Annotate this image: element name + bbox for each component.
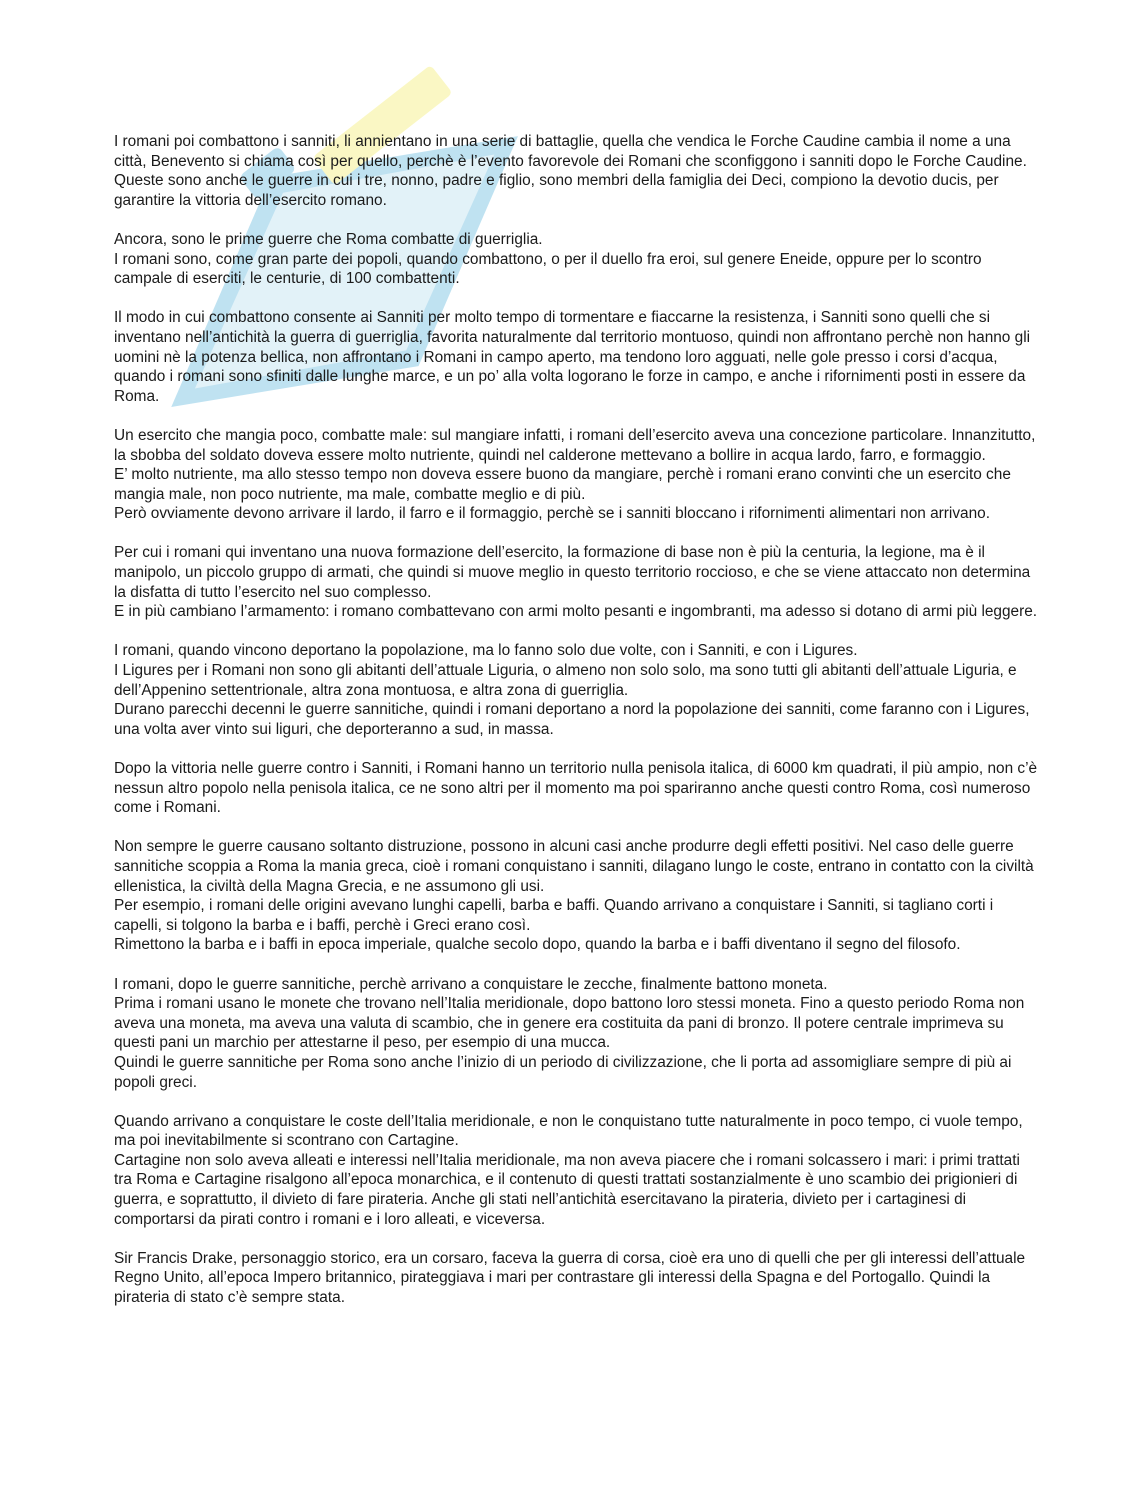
paragraph: I romani, dopo le guerre sannitiche, perchè arrivano a conquistare le zecche, finalmente battono moneta. Prima i romani usano le monete che trovano nell’Italia meridionale, dopo battono loro stessi moneta. Fino a questo periodo Roma non aveva una moneta, ma aveva una valuta di scambio, che in genere era costituita da pani di bronzo. Il potere centrale imprimeva su questi pani un marchio per attestarne il peso, per esempio di una mucca. Quindi le guerre sannitiche per Roma sono anche l’inizio di un periodo di civilizzazione, che li porta ad assomigliare sempre di più ai popoli greci. bbox=[114, 975, 1025, 1091]
paragraph: Quando arrivano a conquistare le coste dell’Italia meridionale, e non le conquistano tutte naturalmente in poco tempo, ci vuole tempo, ma poi inevitabilmente si scontrano con Cartagine. Cartagine non solo aveva alleati e interessi nell’Italia meridionale, ma non aveva piacere che i romani solcassero i mari: i primi trattati tra Roma e Cartagine risalgono all’epoca monarchica, e il contenuto di questi trattati sostanzialmente è uno scambio dei prigionieri di guerra, e soprattutto, il divieto di fare pirateria. Anche gli stati nell’antichità esercitavano la pirateria, divieto per i cartaginesi di comportarsi da pirati contro i romani e i loro alleati, e viceversa. bbox=[114, 1112, 1023, 1228]
paragraph: Per cui i romani qui inventano una nuova formazione dell’esercito, la formazione di base non è più la centuria, la legione, ma è il manipolo, un piccolo gruppo di armati, che quindi si muove meglio in questo territorio roccioso, e che se viene attaccato non determina la disfatta di tutto l’esercito nel suo complesso. E in più cambiano l’armamento: i romano combattevano con armi molto pesanti e ingombranti, ma adesso si dotano di armi più leggere. bbox=[114, 544, 1038, 621]
paragraph: Non sempre le guerre causano soltanto distruzione, possono in alcuni casi anche produrre degli effetti positivi. Nel caso delle guerre sannitiche scoppia a Roma la mania greca, cioè i romani conquistano i sanniti, dilagano lungo le coste, entrano in contatto con la civiltà ellenistica, la civiltà della Magna Grecia, e ne assumono gli usi. Per esempio, i romani delle origini avevano lunghi capelli, barba e baffi. Quando arrivano a conquistare i Sanniti, si tagliano corti i capelli, si tolgono la barba e i baffi, perchè i Greci erano così. Rimettono la barba e i baffi in epoca imperiale, qualche secolo dopo, quando la barba e i baffi diventano il segno del filosofo. bbox=[114, 838, 1034, 954]
paragraph: Ancora, sono le prime guerre che Roma combatte di guerriglia. I romani sono, come gran parte dei popoli, quando combattono, o per il duello fra eroi, sul genere Eneide, oppure per lo scontro campale di eserciti, le centurie, di 100 combattenti. bbox=[114, 230, 982, 288]
paragraph: Un esercito che mangia poco, combatte male: sul mangiare infatti, i romani dell’esercito aveva una concezione particolare. Innanzitutto, la sbobba del soldato doveva essere molto nutriente, quindi nel calderone mettevano a bollire in acqua lardo, farro, e formaggio. E’ molto nutriente, ma allo stesso tempo non doveva essere buono da mangiare, perchè i romani erano convinti che un esercito che mangia male, non poco nutriente, ma male, combatte meglio e di più. Però ovviamente devono arrivare il lardo, il farro e il formaggio, perchè se i sanniti bloccano i rifornimenti alimentari non arrivano. bbox=[114, 426, 1036, 523]
paragraph: Il modo in cui combattono consente ai Sanniti per molto tempo di tormentare e fiaccarne la resistenza, i Sanniti sono quelli che si inventano nell’antichità la guerra di guerriglia, favorita naturalmente dal territorio montuoso, quindi non affrontano perchè non hanno gli uomini nè la potenza bellica, non affrontano i Romani in campo aperto, ma tendono loro agguati, nelle gole presso i corsi d’acqua, quando i romani sono sfiniti dalle lunghe marce, e un po’ alla volta logorano le forze in campo, e anche i rifornimenti posti in essere da Roma. bbox=[114, 309, 1031, 405]
paragraph: I romani, quando vincono deportano la popolazione, ma lo fanno solo due volte, con i Sanniti, e con i Ligures. I Ligures per i Romani non sono gli abitanti dell’attuale Liguria, o almeno non solo solo, ma sono tutti gli abitanti dell’attuale Liguria, e dell’Appenino settentrionale, altra zona montuosa, e altra zona di guerriglia. Durano parecchi decenni le guerre sannitiche, quindi i romani deportano a nord la popolazione dei sanniti, come faranno con i Ligures, una volta aver vinto sui liguri, che deporteranno a sud, in massa. bbox=[114, 642, 1030, 738]
document-body bbox=[114, 132, 1038, 1327]
paragraph: Dopo la vittoria nelle guerre contro i Sanniti, i Romani hanno un territorio nulla penisola italica, di 6000 km quadrati, il più ampio, non c’è nessun altro popolo nella penisola italica, ce ne sono altri per il momento ma poi spariranno anche questi contro Roma, così numeroso come i Romani. bbox=[114, 760, 1038, 817]
paragraph: Sir Francis Drake, personaggio storico, era un corsaro, faceva la guerra di corsa, cioè era uno di quelli che per gli interessi dell’attuale Regno Unito, all’epoca Impero britannico, pirateggiava i mari per contrastare gli interessi della Spagna e del Portogallo. Quindi la pirateria di stato c’è sempre stata. bbox=[114, 1249, 1026, 1307]
paragraph: I romani poi combattono i sanniti, li annientano in una serie di battaglie, quella che vendica le Forche Caudine cambia il nome a una città, Benevento si chiama così per quello, perchè è l’evento favorevole dei Romani che sconfiggono i sanniti dopo le Forche Caudine. Queste sono anche le guerre in cui i tre, nonno, padre e figlio, sono membri della famiglia dei Deci, compiono la devotio ducis, per garantire la vittoria dell’esercito romano. bbox=[114, 133, 1027, 209]
